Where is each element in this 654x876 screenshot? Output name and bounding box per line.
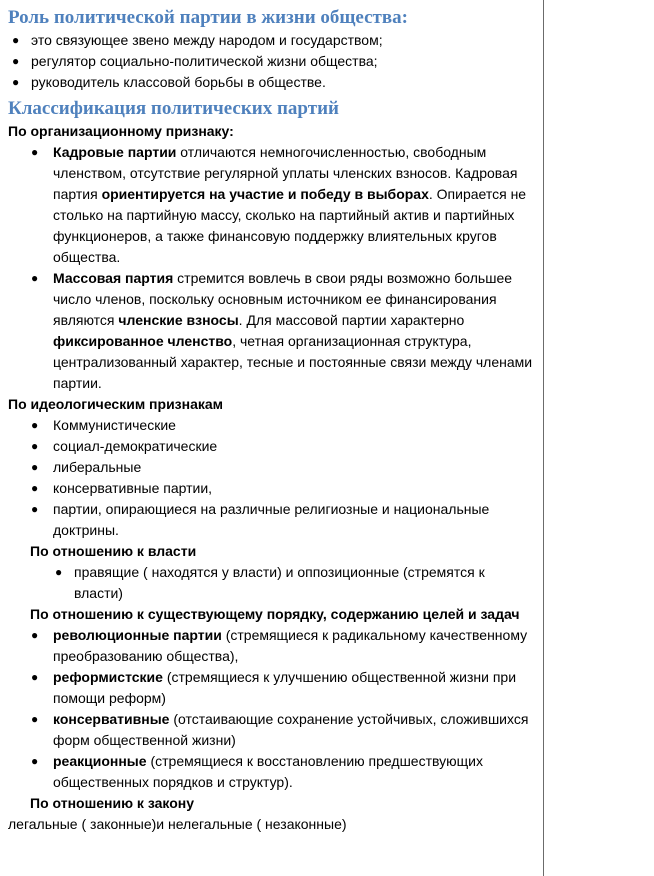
list-item: ● социал-демократические xyxy=(8,436,543,457)
role-list xyxy=(8,30,543,93)
bullet-icon: ● xyxy=(31,628,39,642)
organizational-subheading: По организационному признаку: xyxy=(8,123,234,139)
role-heading: Роль политической партии в жизни общества: xyxy=(8,7,408,28)
bullet-icon: ● xyxy=(31,754,39,768)
list-item: ● Коммунистические xyxy=(8,415,543,436)
list-item: ● правящие ( находятся у власти) и оппозиционные (стремятся к власти) xyxy=(55,564,485,601)
list-item: ● реформистские (стремящиеся к улучшению общественной жизни при помощи реформ) xyxy=(31,669,517,706)
list-item: ● реакционные (стремящиеся к восстановлению предшествующих общественных порядков и структур). xyxy=(31,753,483,790)
list-item: ● это связующее звено между народом и государством; xyxy=(8,30,543,51)
bullet-icon: ● xyxy=(12,75,20,89)
ideological-list xyxy=(8,415,543,541)
list-item: ● Массовая партия стремится вовлечь в свои ряды возможно большее число членов, поскольку основным источником ее финансирования являются членские взносы. Для массовой партии характерно фиксированное членство, четная организационная структура, централизованный характер, тесные и постоянные связи между членами партии. xyxy=(31,270,533,391)
bullet-icon: ● xyxy=(31,481,39,495)
list-item: ● регулятор социально-политической жизни общества; xyxy=(8,51,543,72)
list-item: ● консервативные (отстаивающие сохранение устойчивых, сложившихся форм общественной жизни) xyxy=(31,711,529,748)
bullet-icon: ● xyxy=(31,145,39,159)
law-subheading: По отношению к закону xyxy=(30,795,195,811)
bullet-icon: ● xyxy=(31,670,39,684)
list-item: ● Кадровые партии отличаются немногочисленностью, свободным членством, отсутствие регулярной уплаты членских взносов. Кадровая партия ориентируется на участие и победу в выборах. Опирается не столько на партийную массу, сколько на партийный актив и партийных функционеров, а также финансовую поддержку влиятельных кругов общества. xyxy=(31,144,527,265)
bullet-icon: ● xyxy=(31,502,39,516)
bullet-icon: ● xyxy=(55,565,63,579)
bullet-icon: ● xyxy=(31,271,39,285)
bullet-icon: ● xyxy=(12,33,20,47)
list-item: ● руководитель классовой борьбы в обществе. xyxy=(8,72,543,93)
bullet-icon: ● xyxy=(31,439,39,453)
power-list xyxy=(8,562,543,604)
organizational-list xyxy=(8,142,543,394)
order-list xyxy=(8,625,543,793)
power-subheading: По отношению к власти xyxy=(30,543,197,559)
list-item: ● партии, опирающиеся на различные религиозные и национальные доктрины. xyxy=(31,501,490,538)
order-subheading: По отношению к существующему порядку, содержанию целей и задач xyxy=(30,606,520,622)
bullet-icon: ● xyxy=(31,418,39,432)
bullet-icon: ● xyxy=(12,54,20,68)
bullet-icon: ● xyxy=(31,460,39,474)
list-item: ● либеральные xyxy=(8,457,543,478)
bullet-icon: ● xyxy=(31,712,39,726)
law-text: легальные ( законные)и нелегальные ( незаконные) xyxy=(8,816,347,832)
ideological-subheading: По идеологическим признакам xyxy=(8,396,224,412)
classification-heading: Классификация политических партий xyxy=(8,98,339,119)
list-item: ● консервативные партии, xyxy=(8,478,543,499)
list-item: ● революционные партии (стремящиеся к радикальному качественному преобразованию общества), xyxy=(31,627,528,664)
